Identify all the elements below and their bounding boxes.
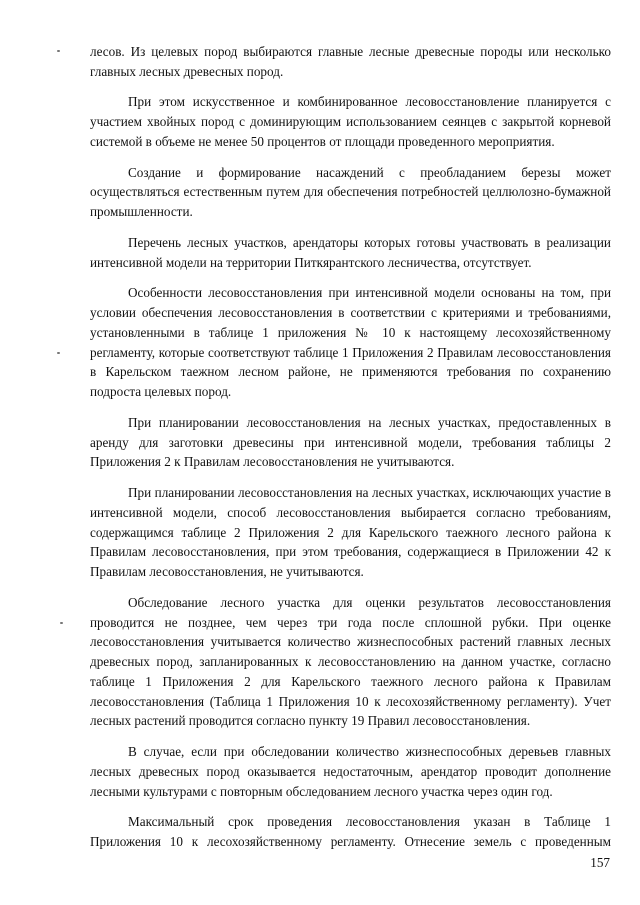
paragraph: лесов. Из целевых пород выбираются главные лесные древесные породы или несколько главных лесных древесных пород. <box>90 44 611 79</box>
paragraph: Максимальный срок проведения лесовосстановления указан в Таблице 1 Приложения 10 к лесохозяйственному регламенту. Отнесение земель с проведенным <box>90 814 611 850</box>
margin-mark <box>57 352 60 354</box>
paragraph: В случае, если при обследовании количество жизнеспособных деревьев главных лесных древесных пород оказывается недостаточным, арендатор проводит дополнение лесными культурами с повторным обследованием лесного участка через один год. <box>90 744 611 799</box>
margin-mark <box>57 50 60 52</box>
paragraph: При планировании лесовосстановления на лесных участках, исключающих участие в интенсивной модели, способ лесовосстановления выбирается согласно требованиям, содержащимся таблице 2 Приложения 2 для Карельского таежного лесного района к Правилам лесовосстановления, при этом требования, содержащиеся в Приложении 42 к Правилам лесовосстановления, не учитываются. <box>90 484 611 580</box>
paragraph: Создание и формирование насаждений с преобладанием березы может осуществляться естественным путем для обеспечения потребностей целлюлозно-бумажной промышленности. <box>90 164 611 220</box>
paragraph: Перечень лесных участков, арендаторы которых готовы участвовать в реализации интенсивной модели на территории Питкярантского лесничества, отсутствует. <box>90 234 611 270</box>
paragraph: При планировании лесовосстановления на лесных участках, предоставленных в аренду для заготовки древесины при интенсивной модели, требования таблицы 2 Приложения 2 к Правилам лесовосстановления не учитываются. <box>90 414 611 470</box>
paragraph: При этом искусственное и комбинированное лесовосстановление планируется с участием хвойных пород с доминирующим использованием сеянцев с закрытой корневой системой в объеме не менее 50 процентов от площади проведенного мероприятия. <box>90 94 611 149</box>
body-text <box>90 42 611 863</box>
paragraph: Обследование лесного участка для оценки результатов лесовосстановления проводится не позднее, чем через три года после сплошной рубки. При оценке лесовосстановления учитывается количество жизнеспособных растений главных лесных древесных пород, запланированных к лесовосстановлению на данном участке, согласно таблице 1 Приложения 2 для Карельского таежного лесного района к Правилам лесовосстановления (Таблица 1 Приложения 10 к лесохозяйственному регламенту). Учет лесных растений проводится согласно пункту 19 Правил лесовосстановления. <box>90 594 611 729</box>
page-number: 157 <box>590 855 610 870</box>
margin-mark <box>60 622 63 624</box>
paragraph: Особенности лесовосстановления при интенсивной модели основаны на том, при условии обеспечения лесовосстановления в соответствии с критериями и требованиями, установленными в таблице 1 приложения № 10 к настоящему лесохозяйственному регламенту, которые соответствуют таблице 1 Приложения 2 Правилам лесовосстановления в Карельском таежном лесном районе, не применяются требования по сохранению подроста целевых пород. <box>90 285 611 400</box>
